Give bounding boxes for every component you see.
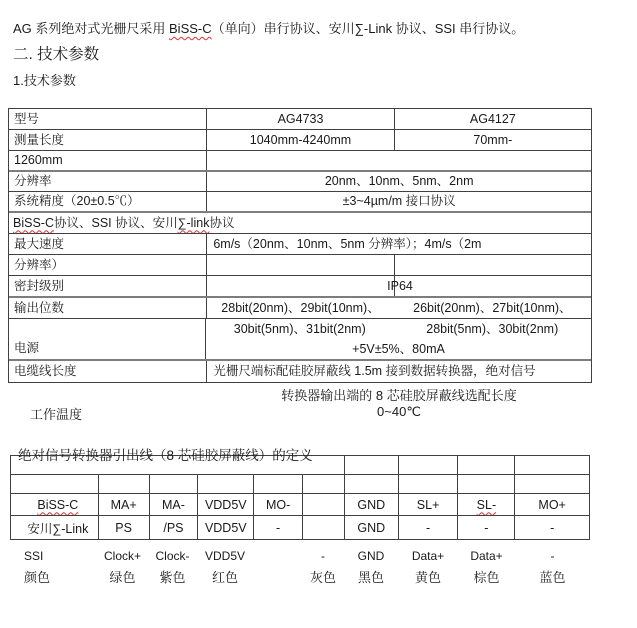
spec-length-ag4127: 70mm-: [394, 130, 591, 150]
spec-max-speed-cont-v2: [394, 255, 591, 275]
spec-model-ag4733: AG4733: [206, 109, 393, 129]
spellcheck-flagged-text: ∑-link: [177, 215, 210, 230]
pinout-cell: MO+: [514, 494, 589, 515]
pinout-cell: GND: [344, 494, 398, 515]
spec-model-ag4127: AG4127: [394, 109, 591, 129]
pinout-empty-cell: [457, 475, 514, 493]
spec-output-bits-continuation: [206, 319, 591, 339]
pinout-empty-cell: [149, 475, 198, 493]
spec-label-accuracy: 系统精度（20±0.5℃）: [14, 194, 140, 208]
text-segment: （单向）串行协议、安川∑-Link 协议、SSI 串行协议。: [211, 21, 525, 36]
pinout-cell: 黑色: [357, 569, 384, 585]
operating-temperature-value: 0~40℃: [377, 404, 421, 419]
subsection-heading: 1.技术参数: [13, 73, 76, 88]
spec-row-model: [9, 109, 591, 130]
pinout-row-biss: [11, 494, 589, 516]
text-segment: 协议、SSI 协议、安川: [53, 215, 178, 230]
pinout-cell: -: [514, 516, 589, 539]
spec-label-measuring-length: 测量长度: [14, 132, 65, 147]
spec-row-output-bits: [9, 298, 591, 319]
pinout-cell: /PS: [149, 516, 198, 539]
pinout-cell: VDD5V: [197, 516, 253, 539]
text-segment: AG 系列绝对式光栅尺采用: [13, 21, 170, 36]
pinout-empty-cell: [302, 475, 344, 493]
pinout-cell: 黄色: [414, 569, 441, 585]
spec-resolution-value: 20nm、10nm、5nm、2nm: [206, 172, 591, 191]
spec-row-cable: [9, 361, 591, 382]
pinout-row-colors: [10, 566, 590, 586]
spellcheck-flagged-text: BiSS-C: [13, 215, 54, 230]
spec-output-bits-cont-ag4733: 30bit(5nm)、31bit(2nm): [233, 321, 366, 336]
spec-length-cont-empty: [206, 151, 591, 170]
pinout-empty-cell: [197, 475, 253, 493]
cable-continuation-line: 转换器输出端的 8 芯硅胶屏蔽线选配长度: [281, 388, 517, 403]
spec-row-resolution: [9, 172, 591, 192]
pinout-cell: 蓝色: [539, 569, 566, 585]
pinout-heading-cell: [514, 456, 589, 474]
pinout-cell: MA+: [98, 494, 149, 515]
pinout-cell: GND: [344, 516, 398, 539]
spec-label-output-bits: 输出位数: [14, 300, 65, 315]
spec-row-max-speed: [9, 234, 591, 255]
pinout-cell: MA-: [149, 494, 198, 515]
pinout-empty-row: [11, 475, 589, 494]
spec-label-cable: 电缆线长度: [14, 364, 77, 378]
spec-protocols-value: [9, 213, 591, 233]
spec-label-max-speed: 最大速度: [14, 236, 65, 251]
pinout-cell: Data+: [470, 549, 503, 563]
pinout-cell: Clock-: [155, 549, 190, 563]
pinout-sl-minus-text: SL-: [476, 497, 497, 512]
pinout-cell: VDD5V: [204, 549, 245, 563]
pinout-cell: 灰色: [309, 569, 336, 585]
spec-table: [8, 108, 592, 383]
pinout-heading-cell: [344, 456, 398, 474]
pinout-heading: 绝对信号转换器引出线（8 芯硅胶屏蔽线）的定义: [18, 448, 313, 463]
pinout-cell: 红色: [211, 569, 238, 585]
spec-output-bits-ag4127: 26bit(20nm)、27bit(10nm)、: [413, 300, 572, 315]
spec-label-power: 电源: [14, 341, 40, 355]
spec-label-length-cont: 1260mm: [14, 153, 63, 167]
pinout-heading-cell: [398, 456, 458, 474]
spec-row-power: [9, 319, 591, 361]
spec-row-length-continuation: [9, 151, 591, 172]
pinout-yaskawa-label: 安川∑-Link: [27, 521, 89, 536]
pinout-cell: [253, 566, 302, 586]
pinout-cell: -: [550, 549, 555, 563]
spec-accuracy-value: ±3~4µm/m 接口协议: [206, 192, 591, 211]
spec-sealing-value: IP64: [387, 278, 413, 293]
pinout-cell: 紫色: [159, 569, 186, 585]
pinout-empty-cell: [514, 475, 589, 493]
pinout-row-ssi: [10, 548, 590, 564]
pinout-cell: -: [321, 549, 325, 563]
pinout-biss-label: [11, 494, 98, 515]
spec-row-accuracy: [9, 192, 591, 213]
operating-temperature-label: 工作温度: [30, 407, 83, 422]
intro-paragraph: [13, 20, 524, 38]
pinout-empty-cell: [98, 475, 149, 493]
pinout-cell: GND: [357, 549, 385, 563]
pinout-cell: [457, 494, 514, 515]
pinout-cell: SL+: [398, 494, 458, 515]
pinout-empty-cell: [398, 475, 458, 493]
pinout-ssi-label: SSI: [24, 549, 44, 563]
spec-label-resolution: 分辨率: [14, 174, 52, 188]
pinout-biss-label-text: BiSS-C: [37, 497, 79, 512]
pinout-cell: Data+: [411, 549, 445, 563]
spec-output-bits-cont-ag4127: 28bit(5nm)、30bit(2nm): [426, 321, 559, 336]
pinout-row-yaskawa: [11, 516, 589, 539]
pinout-empty-cell: [253, 475, 302, 493]
pinout-cell: MO-: [253, 494, 302, 515]
pinout-cell: 绿色: [109, 569, 136, 585]
spec-length-ag4733: 1040mm-4240mm: [206, 130, 393, 150]
pinout-cell: [302, 516, 344, 539]
spec-cable-value: 光栅尺端标配硅胶屏蔽线 1.5m 接到数据转换器，绝对信号: [206, 361, 591, 382]
spec-label-model: 型号: [14, 111, 40, 126]
spec-row-measuring-length: [9, 130, 591, 151]
spec-row-max-speed-continuation: [9, 255, 591, 276]
spellcheck-flagged-text: BiSS-C: [169, 21, 212, 36]
spec-max-speed-value: 6m/s（20nm、10nm、5nm 分辨率）；4m/s（2m: [206, 234, 591, 254]
pinout-cell: -: [398, 516, 458, 539]
spec-power-values: [205, 319, 591, 359]
pinout-heading-cell: [457, 456, 514, 474]
spec-power-value: +5V±5%、80mA: [352, 341, 445, 356]
spec-row-protocols: [9, 213, 591, 234]
spec-row-sealing: [9, 276, 591, 298]
text-segment: 协议: [209, 215, 235, 230]
spec-label-sealing: 密封级别: [14, 278, 65, 293]
pinout-cell: [253, 548, 302, 564]
pinout-cell: -: [253, 516, 302, 539]
pinout-empty-cell: [344, 475, 398, 493]
pinout-cell: 棕色: [473, 569, 500, 585]
section-heading: 二. 技术参数: [13, 46, 100, 63]
spec-label-max-speed-cont: 分辨率）: [14, 257, 65, 272]
spec-output-bits-ag4733: 28bit(20nm)、29bit(10nm)、: [206, 298, 393, 318]
pinout-cell: [302, 494, 344, 515]
pinout-cell: VDD5V: [197, 494, 253, 515]
pinout-table: [10, 455, 590, 540]
pinout-cell: PS: [98, 516, 149, 539]
pinout-empty-cell: [11, 475, 98, 493]
spec-max-speed-cont-v1: [206, 255, 393, 275]
pinout-cell: Clock+: [103, 549, 141, 563]
pinout-cell: -: [457, 516, 514, 539]
pinout-colors-label: 颜色: [24, 569, 51, 585]
